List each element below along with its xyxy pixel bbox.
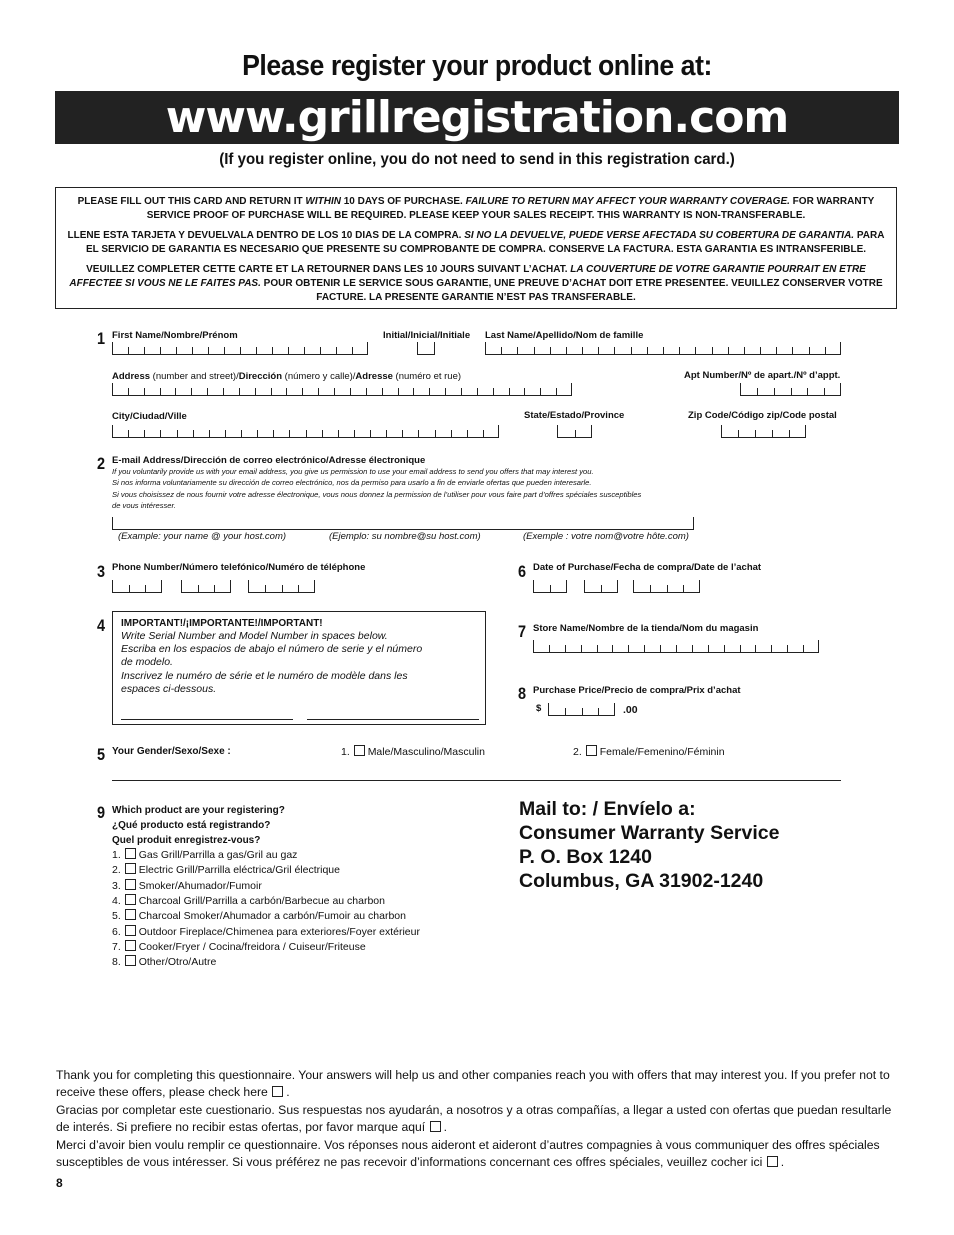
mail-recipient: Consumer Warranty Service	[519, 822, 780, 844]
purchase-day-field[interactable]	[584, 580, 618, 593]
serial-number-line[interactable]	[121, 719, 293, 720]
female-checkbox[interactable]	[586, 745, 597, 756]
product-option-6[interactable]: 6. Outdoor Fireplace/Chimenea para exteriores/Foyer extérieur	[112, 925, 420, 938]
mail-po-box: P. O. Box 1240	[519, 846, 652, 868]
phone-prefix-field[interactable]	[181, 580, 231, 593]
product-checkbox-5[interactable]	[125, 909, 136, 920]
purchase-price-field[interactable]	[548, 703, 615, 716]
page-heading: Please register your product online at:	[242, 50, 712, 82]
section-number-6: 6	[518, 562, 527, 581]
email-example-french: (Exemple : votre nom@votre hôte.com)	[523, 531, 689, 542]
last-name-field[interactable]	[485, 342, 841, 355]
phone-line-field[interactable]	[248, 580, 315, 593]
dollar-sign: $	[536, 703, 542, 714]
product-question-english: Which product are your registering?	[112, 805, 285, 816]
opt-out-checkbox-spanish[interactable]	[430, 1121, 441, 1132]
opt-out-french: Merci d’avoir bien voulu remplir ce questionnaire. Vos réponses nous aideront et aideront d’autres compagnies à vous communiquer des offres spéciales susceptibles de vous intéresser. Si vous préférez ne pas recevoir d’informations concernant ces offres spéciales, veuillez cocher ici .	[56, 1138, 880, 1169]
important-title: IMPORTANT!/¡IMPORTANTE!/IMPORTANT!	[121, 618, 323, 629]
zip-code-field[interactable]	[721, 425, 806, 438]
first-name-field[interactable]	[112, 342, 368, 355]
section-number-8: 8	[518, 684, 527, 703]
product-checkbox-8[interactable]	[125, 955, 136, 966]
address-field[interactable]	[112, 383, 572, 396]
serial-instructions-spanish: Escriba en los espacios de abajo el número de serie y el número	[121, 643, 423, 655]
zip-code-label: Zip Code/Código zip/Code postal	[688, 410, 837, 421]
initial-label: Initial/Inicial/Initiale	[383, 330, 471, 341]
gender-label: Your Gender/Sexo/Sexe :	[112, 746, 231, 757]
product-option-5[interactable]: 5. Charcoal Smoker/Ahumador a carbón/Fumoir au charbon	[112, 910, 406, 923]
product-checkbox-2[interactable]	[125, 863, 136, 874]
product-option-4[interactable]: 4. Charcoal Grill/Parrilla a carbón/Barbecue au charbon	[112, 894, 385, 907]
email-consent-english: If you voluntarily provide us with your email address, you give us permission to use your email address to send you offers that may interest you.	[112, 467, 594, 476]
registration-url-banner[interactable]: www.grillregistration.com	[55, 91, 899, 144]
state-field[interactable]	[557, 425, 592, 438]
serial-instructions-spanish-cont: de modelo.	[121, 656, 173, 668]
apt-number-field[interactable]	[740, 383, 841, 396]
section-number-9: 9	[97, 803, 106, 822]
product-checkbox-7[interactable]	[125, 940, 136, 951]
notice-spanish: LLENE ESTA TARJETA Y DEVUELVALA DENTRO DE LOS 10 DIAS DE LA COMPRA. SI NO LA DEVUELVE, PUEDE VERSE AFECTADA SU COBERTURA DE GARANTIA. PARA EL SERVICIO DE GARANTIA ES NECESARIO QUE PRESENTE SU COMPROBANTE DE COMPRA. CONSERVE LA FACTURA. ESTA GARANTIA ES INTRANSFERIBLE.	[67, 230, 885, 256]
city-field[interactable]	[112, 425, 499, 438]
section-number-3: 3	[97, 562, 106, 581]
last-name-label: Last Name/Apellido/Nom de famille	[485, 330, 644, 341]
email-label: E-mail Address/Dirección de correo electrónico/Adresse électronique	[112, 455, 426, 466]
state-label: State/Estado/Province	[524, 410, 625, 421]
email-example-english: (Example: your name @ your host.com)	[118, 531, 287, 542]
cents-label: .00	[623, 704, 638, 716]
product-question-french: Quel produit enregistrez-vous?	[112, 835, 261, 846]
section-number-4: 4	[97, 616, 106, 635]
email-field[interactable]	[112, 517, 694, 530]
section-divider	[112, 780, 841, 781]
section-number-1: 1	[97, 329, 106, 348]
warranty-notice-box	[55, 187, 897, 309]
section-number-2: 2	[97, 454, 106, 473]
product-option-1[interactable]: 1. Gas Grill/Parrilla a gas/Gril au gaz	[112, 849, 298, 861]
product-option-3[interactable]: 3. Smoker/Ahumador/Fumoir	[112, 879, 262, 892]
section-number-7: 7	[518, 622, 527, 641]
serial-instructions-english: Write Serial Number and Model Number in spaces below.	[121, 630, 388, 642]
product-option-2[interactable]: 2. Electric Grill/Parrilla eléctrica/Gril électrique	[112, 864, 340, 877]
store-name-field[interactable]	[533, 640, 819, 653]
purchase-price-label: Purchase Price/Precio de compra/Prix d’achat	[533, 685, 741, 696]
initial-field[interactable]	[417, 342, 435, 355]
product-checkbox-1[interactable]	[125, 848, 136, 859]
page-number: 8	[56, 1176, 63, 1190]
city-label: City/Ciudad/Ville	[112, 411, 187, 422]
email-example-spanish: (Ejemplo: su nombre@su host.com)	[329, 531, 481, 542]
product-checkbox-3[interactable]	[125, 879, 136, 890]
product-question-spanish: ¿Qué producto está registrando?	[112, 820, 271, 831]
product-checkbox-4[interactable]	[125, 894, 136, 905]
serial-model-box	[112, 611, 486, 725]
male-checkbox[interactable]	[354, 745, 365, 756]
opt-out-spanish: Gracias por completar este cuestionario. Sus respuestas nos ayudarán, a nosotros y a otras compañías, a llegar a usted con ofertas que puedan resultarle de interés. Si prefiere no recibir estas ofertas, por favor marque aquí .	[56, 1103, 892, 1134]
phone-label: Phone Number/Número telefónico/Numéro de téléphone	[112, 562, 366, 573]
product-option-8[interactable]: 8. Other/Otro/Autre	[112, 956, 217, 969]
gender-option-female[interactable]: 2. Female/Femenino/Féminin	[573, 746, 725, 758]
gender-option-male[interactable]: 1. Male/Masculino/Masculin	[341, 746, 485, 758]
serial-instructions-french-cont: espaces ci-dessous.	[121, 683, 217, 695]
email-consent-spanish: Si nos informa voluntariamente su dirección de correo electrónico, nos da permiso para usarlo a fin de enviarle ofertas que pueden interesarle.	[112, 478, 592, 487]
model-number-line[interactable]	[307, 719, 479, 720]
purchase-year-field[interactable]	[633, 580, 700, 593]
serial-instructions-french: Inscrivez le numéro de série et le numéro de modèle dans les	[121, 670, 408, 682]
product-checkbox-6[interactable]	[125, 925, 136, 936]
email-consent-french-cont: de vous intéresser.	[112, 501, 176, 510]
online-registration-note: (If you register online, you do not need to send in this registration card.)	[219, 151, 735, 168]
mail-city-state-zip: Columbus, GA 31902-1240	[519, 870, 764, 892]
product-option-7[interactable]: 7. Cooker/Fryer / Cocina/freidora / Cuiseur/Friteuse	[112, 940, 366, 953]
apt-number-label: Apt Number/Nº de apart./Nº d’appt.	[684, 370, 841, 381]
phone-area-code-field[interactable]	[112, 580, 162, 593]
mailing-address	[519, 797, 779, 893]
notice-english: PLEASE FILL OUT THIS CARD AND RETURN IT WITHIN 10 DAYS OF PURCHASE. FAILURE TO RETURN MAY AFFECT YOUR WARRANTY COVERAGE. FOR WARRANTY SERVICE PROOF OF PURCHASE WILL BE REQUIRED. PLEASE KEEP YOUR SALES RECEIPT. THIS WARRANTY IS NON-TRANSFERABLE.	[77, 196, 875, 222]
mail-to-heading: Mail to: / Envíelo a:	[519, 798, 696, 820]
email-consent-french: Si vous choisissez de nous fournir votre adresse électronique, vous nous donnez la permission de l’utiliser pour vous faire part d’offres spéciales susceptibles	[112, 490, 642, 499]
section-number-5: 5	[97, 745, 106, 764]
store-name-label: Store Name/Nombre de la tienda/Nom du magasin	[533, 623, 759, 634]
opt-out-checkbox-french[interactable]	[767, 1156, 778, 1167]
first-name-label: First Name/Nombre/Prénom	[112, 330, 238, 341]
opt-out-checkbox-english[interactable]	[272, 1086, 283, 1097]
opt-out-english: Thank you for completing this questionnaire. Your answers will help us and other companies reach you with offers that may interest you. If you prefer not to receive these offers, please check here .	[56, 1068, 890, 1099]
purchase-date-label: Date of Purchase/Fecha de compra/Date de l’achat	[533, 562, 762, 573]
purchase-month-field[interactable]	[533, 580, 567, 593]
address-label: Address (number and street)/Dirección (número y calle)/Adresse (numéro et rue)	[112, 371, 462, 382]
notice-french: VEUILLEZ COMPLETER CETTE CARTE ET LA RETOURNER DANS LES 10 JOURS SUIVANT L’ACHAT. LA COUVERTURE DE VOTRE GARANTIE POURRAIT EN ETRE AFFECTEE SI VOUS NE LE FAITES PAS. POUR OBTENIR LE SERVICE SOUS GARANTIE, UNE PREUVE D’ACHAT DOIT ETRE PRESENTEE. VEUILLEZ CONSERVER VOTRE FACTURE. LA PRESENTE GARANTIE N’EST PAS TRANSFERABLE.	[69, 264, 883, 304]
